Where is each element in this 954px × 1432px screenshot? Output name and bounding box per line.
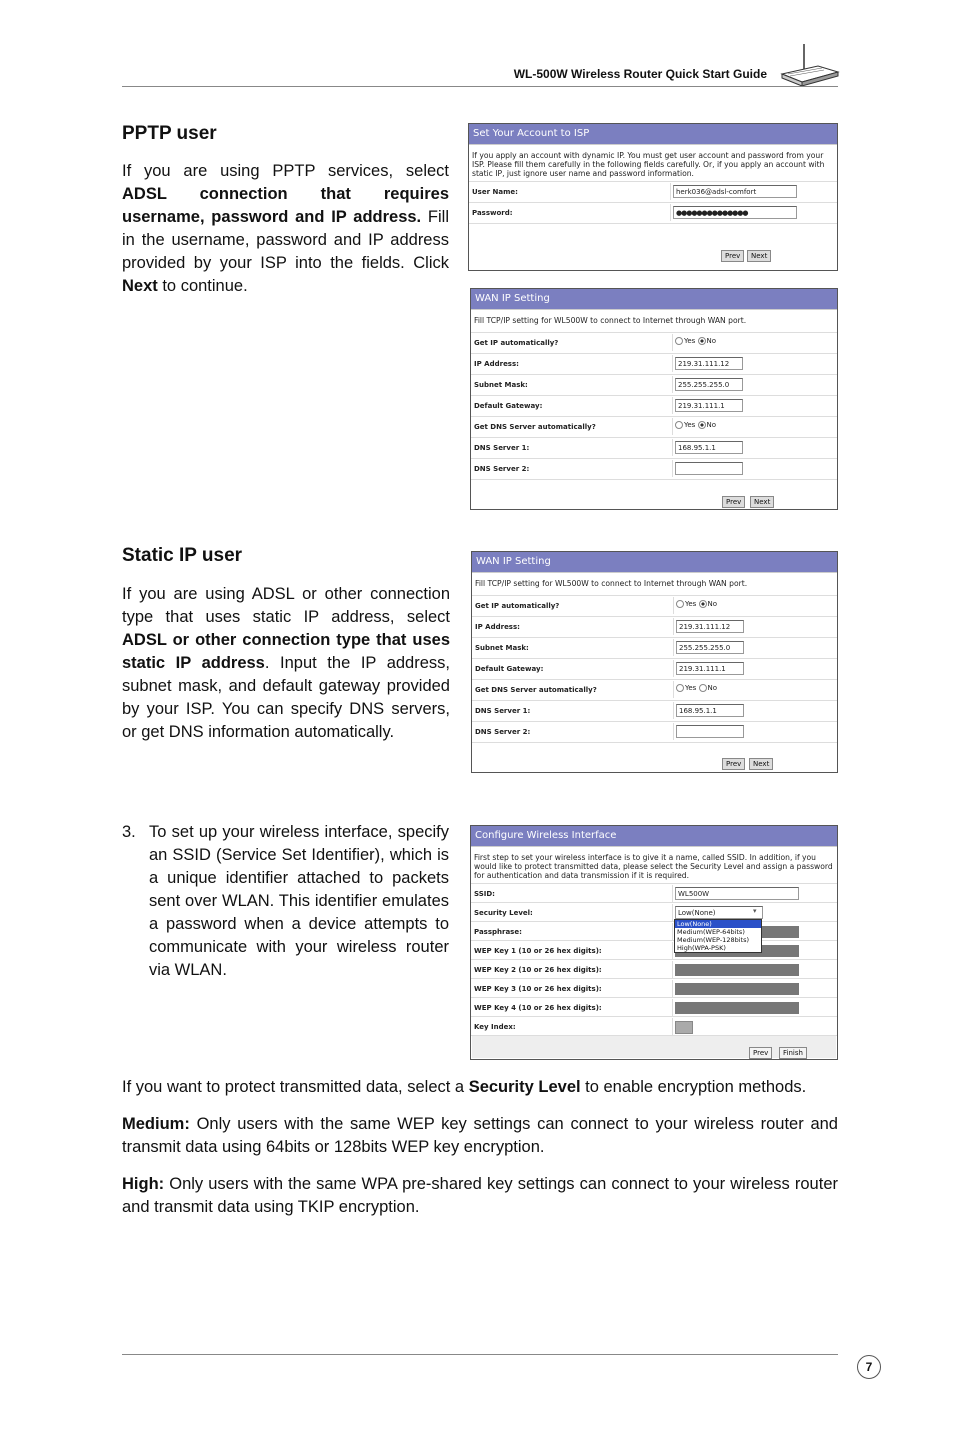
password-label: Password: xyxy=(472,209,513,217)
username-input[interactable]: herk036@adsl-comfort xyxy=(673,185,797,198)
key-index-select[interactable] xyxy=(675,1021,693,1034)
auto-dns-radio[interactable] xyxy=(675,421,716,429)
dns2-row xyxy=(472,722,837,743)
ip-label: IP Address: xyxy=(474,360,519,368)
mask-row xyxy=(472,638,837,659)
passphrase-row xyxy=(471,922,837,941)
header-rule xyxy=(122,86,838,87)
dns2-input[interactable] xyxy=(676,725,744,738)
no-radio-icon[interactable] xyxy=(699,684,707,692)
gateway-label: Default Gateway: xyxy=(474,402,543,410)
router-icon xyxy=(778,42,840,88)
gateway-row xyxy=(471,396,837,417)
chevron-down-icon[interactable]: ▾ xyxy=(753,907,757,915)
pptp-heading: PPTP user xyxy=(122,123,217,144)
ssid-input[interactable]: WL500W xyxy=(675,887,799,900)
yes-radio-icon[interactable] xyxy=(676,684,684,692)
dns2-label: DNS Server 2: xyxy=(474,465,530,473)
panel-title: Set Your Account to ISP xyxy=(469,124,837,145)
panel-title: WAN IP Setting xyxy=(472,552,837,573)
dropdown-option[interactable]: Low(None) xyxy=(675,920,761,928)
medium-paragraph: Medium: Only users with the same WEP key settings can connect to your wireless router and transmit data using 64bits or 128bits WEP key encryption. xyxy=(122,1115,838,1156)
page-number: 7 xyxy=(857,1355,881,1379)
wireless-interface-panel xyxy=(470,825,838,1060)
wep3-row xyxy=(471,979,837,998)
auto-ip-row xyxy=(472,596,837,617)
auto-dns-label: Get DNS Server automatically? xyxy=(475,686,597,694)
mask-label: Subnet Mask: xyxy=(475,644,529,652)
prev-button[interactable]: Prev xyxy=(749,1047,772,1059)
step-number: 3. xyxy=(122,823,136,841)
wep2-input[interactable] xyxy=(675,964,799,976)
prev-button[interactable]: Prev xyxy=(721,250,744,262)
no-label: No xyxy=(707,600,718,608)
dropdown-option[interactable]: Medium(WEP-64bits) xyxy=(677,928,745,936)
ip-label: IP Address: xyxy=(475,623,520,631)
security-label: Security Level: xyxy=(474,909,533,917)
auto-dns-label: Get DNS Server automatically? xyxy=(474,423,596,431)
security-dropdown-list xyxy=(674,919,762,953)
wep4-input[interactable] xyxy=(675,1002,799,1014)
next-button[interactable]: Next xyxy=(750,496,774,508)
panel-title: WAN IP Setting xyxy=(471,289,837,310)
ip-input[interactable]: 219.31.111.12 xyxy=(675,357,743,370)
panel-description: Fill TCP/IP setting for WL500W to connect to Internet through WAN port. xyxy=(472,573,837,596)
auto-dns-radio[interactable] xyxy=(676,684,717,692)
yes-radio-icon[interactable] xyxy=(676,600,684,608)
static-ip-heading: Static IP user xyxy=(122,545,243,566)
dropdown-option[interactable]: Medium(WEP-128bits) xyxy=(677,936,749,944)
footer-rule xyxy=(122,1354,838,1355)
wep4-label: WEP Key 4 (10 or 26 hex digits): xyxy=(474,1004,602,1012)
panel-title: Configure Wireless Interface xyxy=(471,826,837,847)
gateway-label: Default Gateway: xyxy=(475,665,544,673)
dns1-label: DNS Server 1: xyxy=(475,707,531,715)
password-input[interactable]: ●●●●●●●●●●●●●● xyxy=(673,206,797,219)
ip-row xyxy=(471,354,837,375)
password-row xyxy=(469,203,837,224)
wep1-label: WEP Key 1 (10 or 26 hex digits): xyxy=(474,947,602,955)
wan-ip-panel-pptp xyxy=(470,288,838,510)
key-index-row xyxy=(471,1017,837,1036)
key-index-label: Key Index: xyxy=(474,1023,516,1031)
ssid-label: SSID: xyxy=(474,890,495,898)
auto-ip-radio[interactable] xyxy=(675,337,716,345)
no-label: No xyxy=(706,337,717,345)
auto-dns-row xyxy=(471,417,837,438)
isp-account-panel xyxy=(468,123,838,271)
yes-label: Yes xyxy=(685,600,697,608)
wep3-input[interactable] xyxy=(675,983,799,995)
auto-dns-row xyxy=(472,680,837,701)
static-ip-paragraph: If you are using ADSL or other connection type that uses static IP address, select ADSL or other connection type that uses static IP address. Input the IP address, subnet mask, and default gateway provided by your ISP. You can specify DNS servers, or get DNS information automatically. xyxy=(122,585,450,741)
security-select[interactable]: Low(None) xyxy=(675,906,763,919)
gateway-input[interactable]: 219.31.111.1 xyxy=(676,662,744,675)
panel-description: If you apply an account with dynamic IP. You must get user account and password from your ISP. Please fill them carefully in the following fields carefully. Or, if you apply an account with static IP, just ignore user name and password information. xyxy=(469,145,837,182)
yes-label: Yes xyxy=(685,684,697,692)
security-row xyxy=(471,903,837,922)
dns2-label: DNS Server 2: xyxy=(475,728,531,736)
yes-radio-icon[interactable] xyxy=(675,337,683,345)
step3-paragraph: To set up your wireless interface, specify an SSID (Service Set Identifier), which is a unique identifier attached to packets sent over WLAN. This identifier emulates a password when a device attempts to communicate with your wireless router via WLAN. xyxy=(149,823,449,979)
no-label: No xyxy=(707,684,718,692)
dns2-row xyxy=(471,459,837,480)
header-title: WL-500W Wireless Router Quick Start Guide xyxy=(513,67,767,81)
auto-ip-radio[interactable] xyxy=(676,600,717,608)
no-radio-icon[interactable] xyxy=(698,337,706,345)
no-radio-icon[interactable] xyxy=(698,421,706,429)
wep4-row xyxy=(471,998,837,1017)
ip-input[interactable]: 219.31.111.12 xyxy=(676,620,744,633)
gateway-row xyxy=(472,659,837,680)
wep1-row xyxy=(471,941,837,960)
mask-label: Subnet Mask: xyxy=(474,381,528,389)
dns1-row xyxy=(472,701,837,722)
panel-description: First step to set your wireless interface is to give it a name, called SSID. In addition, if you would like to protect transmitted data, please select the Security Level and assign a password for authentication and data transmission if it is required. xyxy=(471,847,837,884)
auto-ip-label: Get IP automatically? xyxy=(474,339,559,347)
prev-button[interactable]: Prev xyxy=(722,758,745,770)
next-button[interactable]: Next xyxy=(749,758,773,770)
yes-label: Yes xyxy=(684,337,696,345)
high-paragraph: High: Only users with the same WPA pre-shared key settings can connect to your wireless router and transmit data using TKIP encryption. xyxy=(122,1175,838,1216)
next-button[interactable]: Next xyxy=(747,250,771,262)
finish-button[interactable]: Finish xyxy=(779,1047,807,1059)
mask-input[interactable]: 255.255.255.0 xyxy=(676,641,744,654)
wep3-label: WEP Key 3 (10 or 26 hex digits): xyxy=(474,985,602,993)
dns1-label: DNS Server 1: xyxy=(474,444,530,452)
prev-button[interactable]: Prev xyxy=(722,496,745,508)
username-label: User Name: xyxy=(472,188,518,196)
dns2-input[interactable] xyxy=(675,462,743,475)
yes-label: Yes xyxy=(684,421,696,429)
panel-description: Fill TCP/IP setting for WL500W to connect to Internet through WAN port. xyxy=(471,310,837,333)
passphrase-label: Passphrase: xyxy=(474,928,522,936)
wan-ip-panel-static xyxy=(471,551,838,773)
dns1-row xyxy=(471,438,837,459)
security-level-paragraph: If you want to protect transmitted data, select a Security Level to enable encryption methods. xyxy=(122,1078,807,1096)
dns1-input[interactable]: 168.95.1.1 xyxy=(675,441,743,454)
ip-row xyxy=(472,617,837,638)
username-row xyxy=(469,182,837,203)
mask-row xyxy=(471,375,837,396)
auto-ip-row xyxy=(471,333,837,354)
mask-input[interactable]: 255.255.255.0 xyxy=(675,378,743,391)
gateway-input[interactable]: 219.31.111.1 xyxy=(675,399,743,412)
wep2-row xyxy=(471,960,837,979)
dropdown-option[interactable]: High(WPA-PSK) xyxy=(677,944,726,952)
ssid-row xyxy=(471,884,837,903)
yes-radio-icon[interactable] xyxy=(675,421,683,429)
dns1-input[interactable]: 168.95.1.1 xyxy=(676,704,744,717)
pptp-paragraph: If you are using PPTP services, select ADSL connection that requires username, password and IP address. Fill in the username, password and IP address provided by your ISP into the fields. Click Next to continue. xyxy=(122,162,449,295)
wep2-label: WEP Key 2 (10 or 26 hex digits): xyxy=(474,966,602,974)
auto-ip-label: Get IP automatically? xyxy=(475,602,560,610)
no-label: No xyxy=(706,421,717,429)
no-radio-icon[interactable] xyxy=(699,600,707,608)
